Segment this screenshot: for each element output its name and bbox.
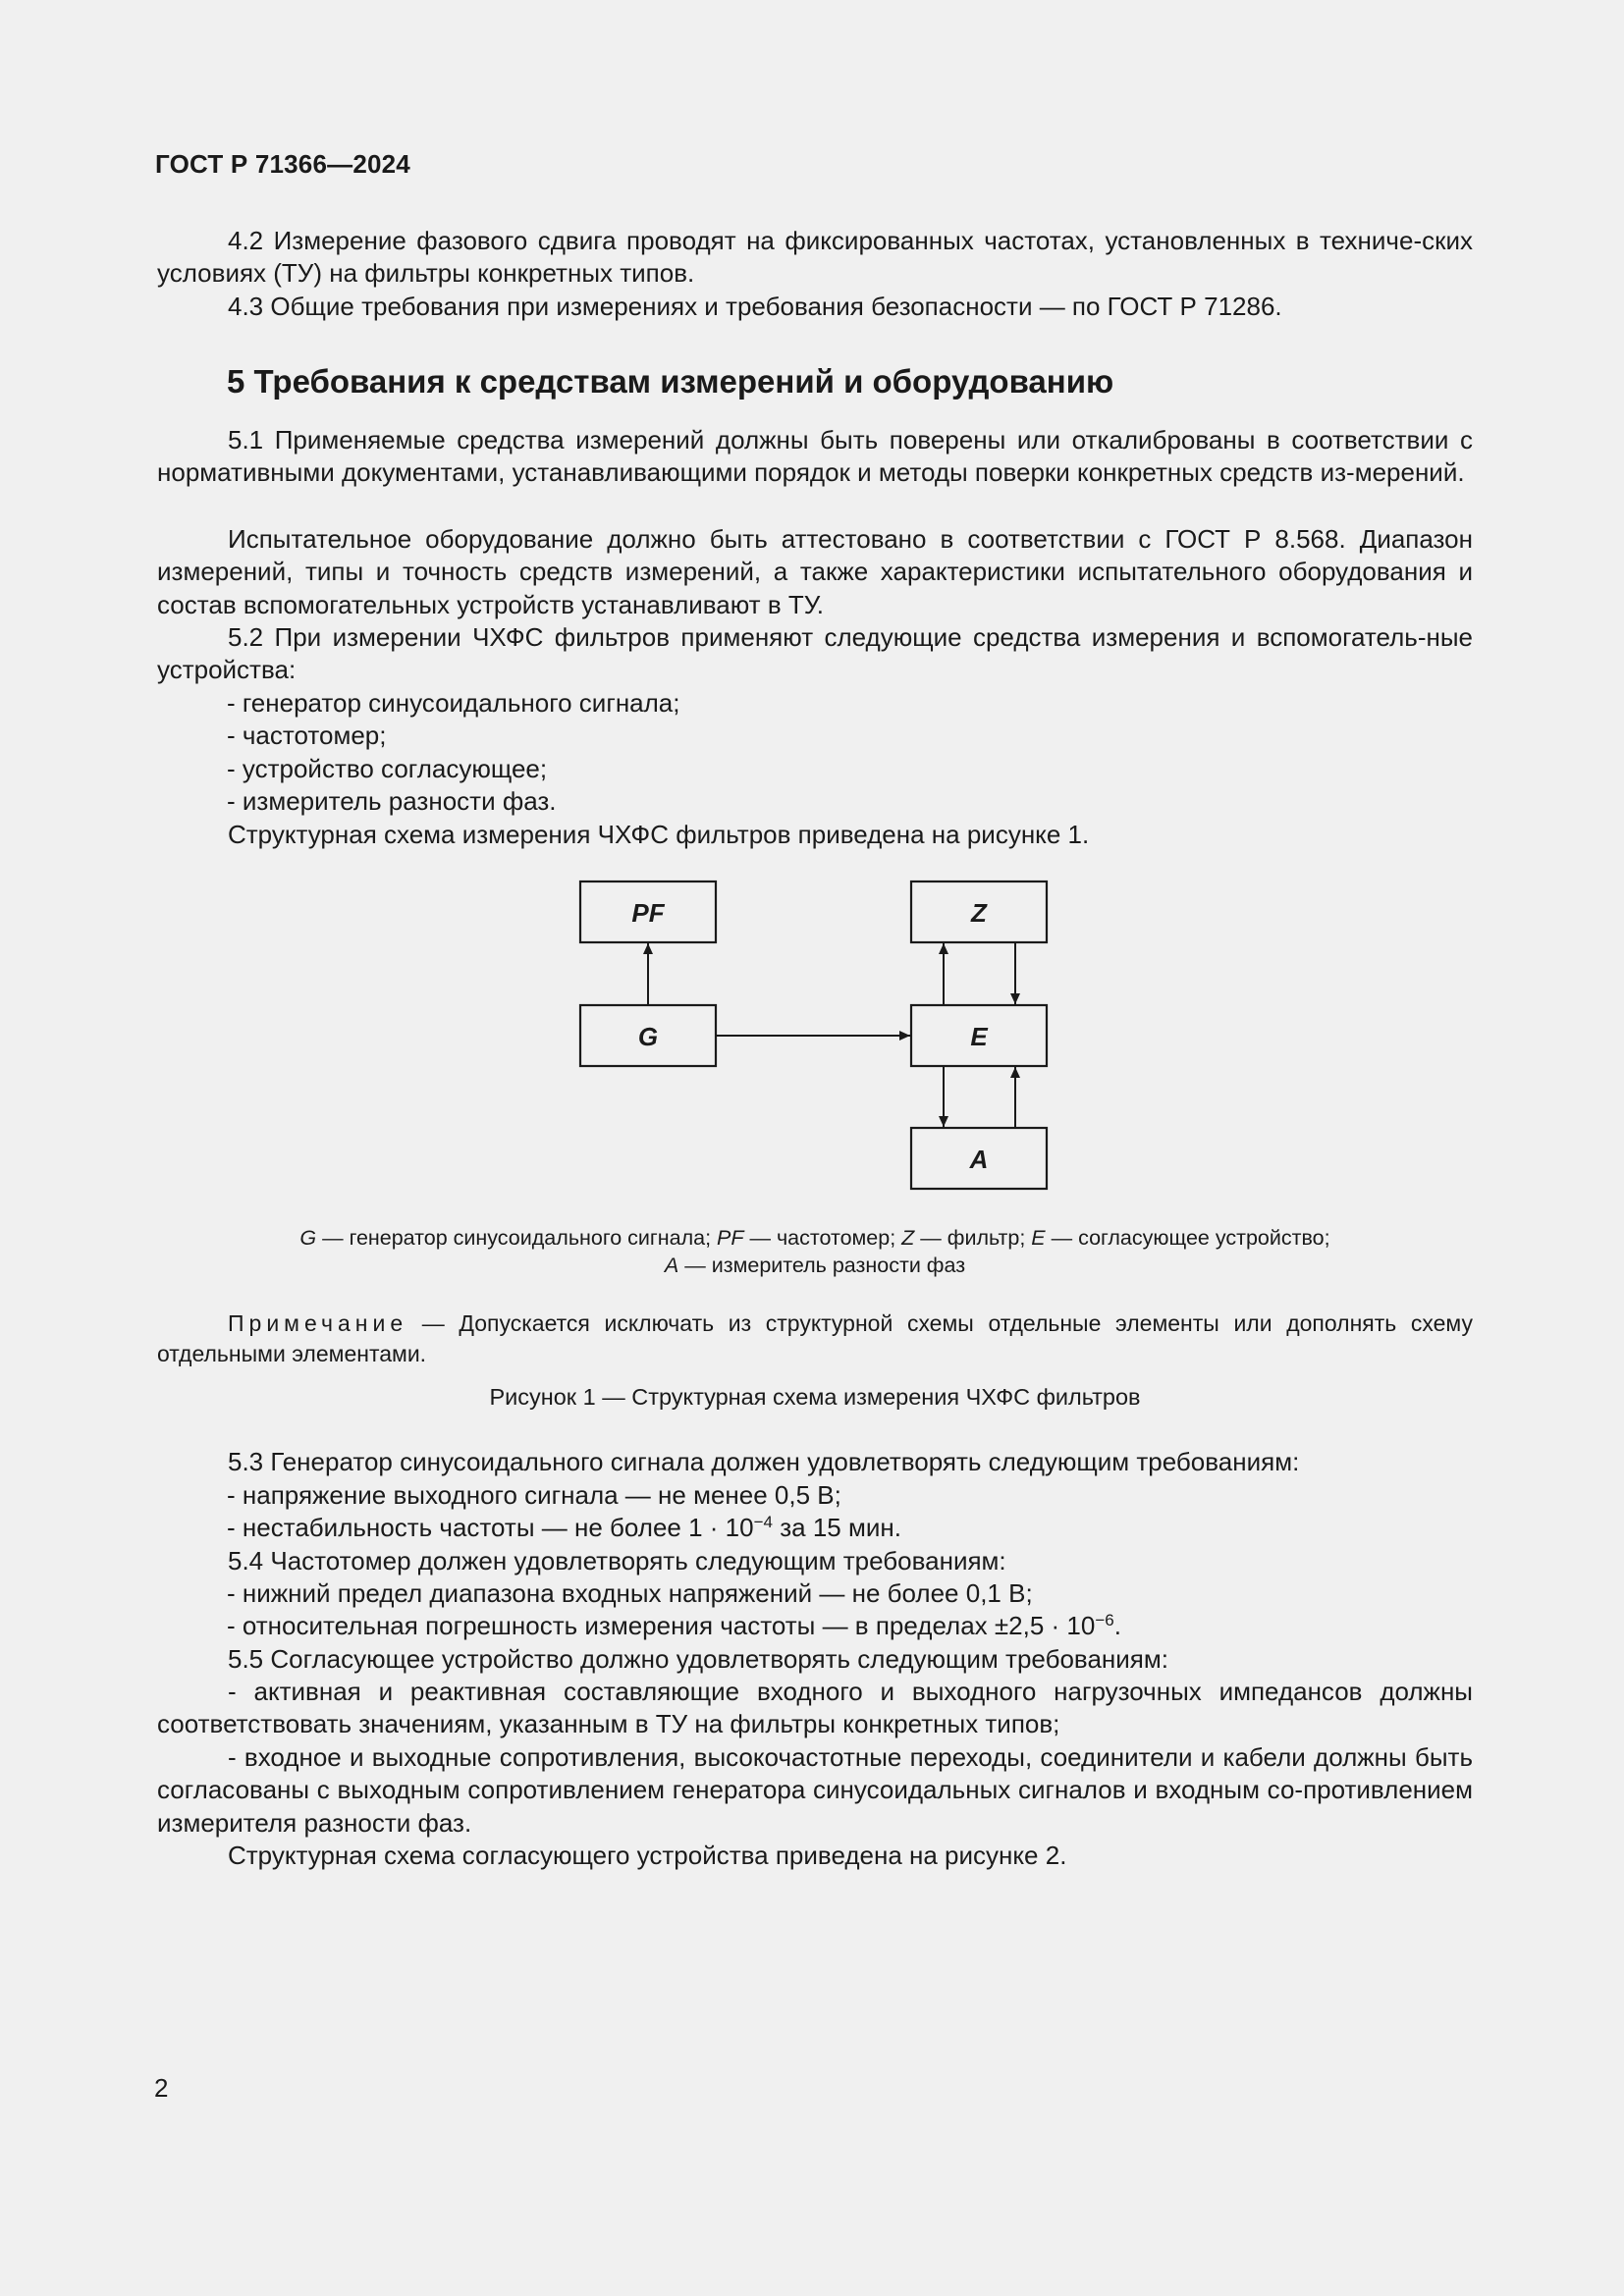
block-g-label: G	[637, 1022, 659, 1051]
block-pf-label: PF	[631, 898, 665, 928]
list-item	[227, 1512, 1474, 1544]
paragraph-4-3: 4.3 Общие требования при измерениях и требования безопасности — по ГОСТ Р 71286.	[228, 292, 1282, 321]
paragraph-5-1-equipment: Испытательное оборудование должно быть аттестовано в соответствии с ГОСТ Р 8.568. Диапазон измерений, типы и точность средств измерений, а также характеристики испытательного оборудования и состав вспомогательных устройств устанавливают в ТУ.	[157, 524, 1473, 619]
paragraph-5-3: 5.3 Генератор синусоидального сигнала должен удовлетворять следующим требованиям:	[228, 1447, 1300, 1476]
figure-1-note	[157, 1308, 1473, 1369]
list-item: - активная и реактивная составляющие входного и выходного нагрузочных импедансов должны соответствовать значениям, указанным в ТУ на фильтры конкретных типов;	[157, 1677, 1473, 1739]
list-item-text: - относительная погрешность измерения частоты — в пределах ±2,5 · 10	[227, 1611, 1096, 1640]
note-text: — Допускается исключать из структурной схемы отдельные элементы или дополнять схему отдельными элементами.	[157, 1310, 1473, 1366]
list-item-text: - нестабильность частоты — не более 1 · 10	[227, 1513, 754, 1542]
block-z	[911, 881, 1047, 942]
paragraph-5-4: 5.4 Частотомер должен удовлетворять следующим требованиям:	[228, 1546, 1006, 1575]
list-item: - измеритель разности фаз.	[227, 786, 557, 817]
list-item: - напряжение выходного сигнала — не менее 0,5 В;	[227, 1480, 841, 1510]
legend-symbol: Z	[901, 1226, 915, 1250]
block-a-label: A	[969, 1145, 989, 1174]
page-number: 2	[154, 2073, 169, 2103]
block-pf	[580, 881, 716, 942]
legend-symbol: PF	[717, 1226, 744, 1250]
list-item-text: за 15 мин.	[772, 1513, 901, 1542]
legend-text: — измеритель разности фаз	[678, 1254, 966, 1277]
legend-text: — частотомер;	[743, 1226, 902, 1250]
note-label: Примечание	[228, 1310, 408, 1336]
list-instruments	[227, 687, 1474, 819]
paragraph-5-5: 5.5 Согласующее устройство должно удовлетворять следующим требованиям:	[228, 1644, 1168, 1674]
figure-1-legend-line2	[157, 1252, 1473, 1279]
page-header: ГОСТ Р 71366—2024	[155, 149, 410, 179]
legend-text: — согласующее устройство;	[1045, 1226, 1330, 1250]
legend-symbol: G	[299, 1226, 317, 1250]
figure-1-caption: Рисунок 1 — Структурная схема измерения ЧХФС фильтров	[489, 1384, 1141, 1410]
paragraph-5-2: 5.2 При измерении ЧХФС фильтров применяют следующие средства измерения и вспомогатель-ные устройства:	[157, 622, 1473, 685]
list-item: - генератор синусоидального сигнала;	[227, 688, 680, 718]
exponent: −6	[1095, 1611, 1114, 1629]
block-e-label: E	[970, 1022, 988, 1051]
legend-symbol: E	[1031, 1226, 1046, 1250]
figure-1-legend-line1	[157, 1224, 1473, 1252]
list-item-text: .	[1113, 1611, 1121, 1640]
list-item: - устройство согласующее;	[227, 753, 548, 783]
block-e	[911, 1005, 1047, 1066]
legend-text: — генератор синусоидального сигнала;	[316, 1226, 718, 1250]
block-g	[580, 1005, 716, 1066]
legend-symbol: A	[664, 1254, 679, 1277]
list-item: - нижний предел диапазона входных напряжений — не более 0,1 В;	[227, 1578, 1033, 1608]
list-item: - частотомер;	[227, 721, 387, 751]
paragraph-5-2-figure-ref: Структурная схема измерения ЧХФС фильтров приведена на рисунке 1.	[228, 820, 1090, 849]
section-5-title: 5 Требования к средствам измерений и оборудованию	[227, 363, 1114, 400]
paragraph-4-2: 4.2 Измерение фазового сдвига проводят на фиксированных частотах, установленных в техниче-ских условиях (ТУ) на фильтры конкретных типов.	[157, 226, 1473, 289]
list-item	[227, 1610, 1474, 1642]
list-item: - входное и выходные сопротивления, высокочастотные переходы, соединители и кабели должны быть согласованы с выходным сопротивлением генератора синусоидальных сигналов и входным со-противлением измерителя разности фаз.	[157, 1742, 1473, 1838]
block-a	[911, 1128, 1047, 1189]
block-z-label: Z	[971, 898, 987, 928]
exponent: −4	[753, 1513, 773, 1531]
paragraph-5-5-figure-ref: Структурная схема согласующего устройства приведена на рисунке 2.	[228, 1841, 1067, 1870]
paragraph-5-1: 5.1 Применяемые средства измерений должны быть поверены или откалиброваны в соответствии с нормативными документами, устанавливающими порядок и методы поверки конкретных средств из-мерений.	[157, 425, 1473, 488]
legend-text: — фильтр;	[914, 1226, 1032, 1250]
